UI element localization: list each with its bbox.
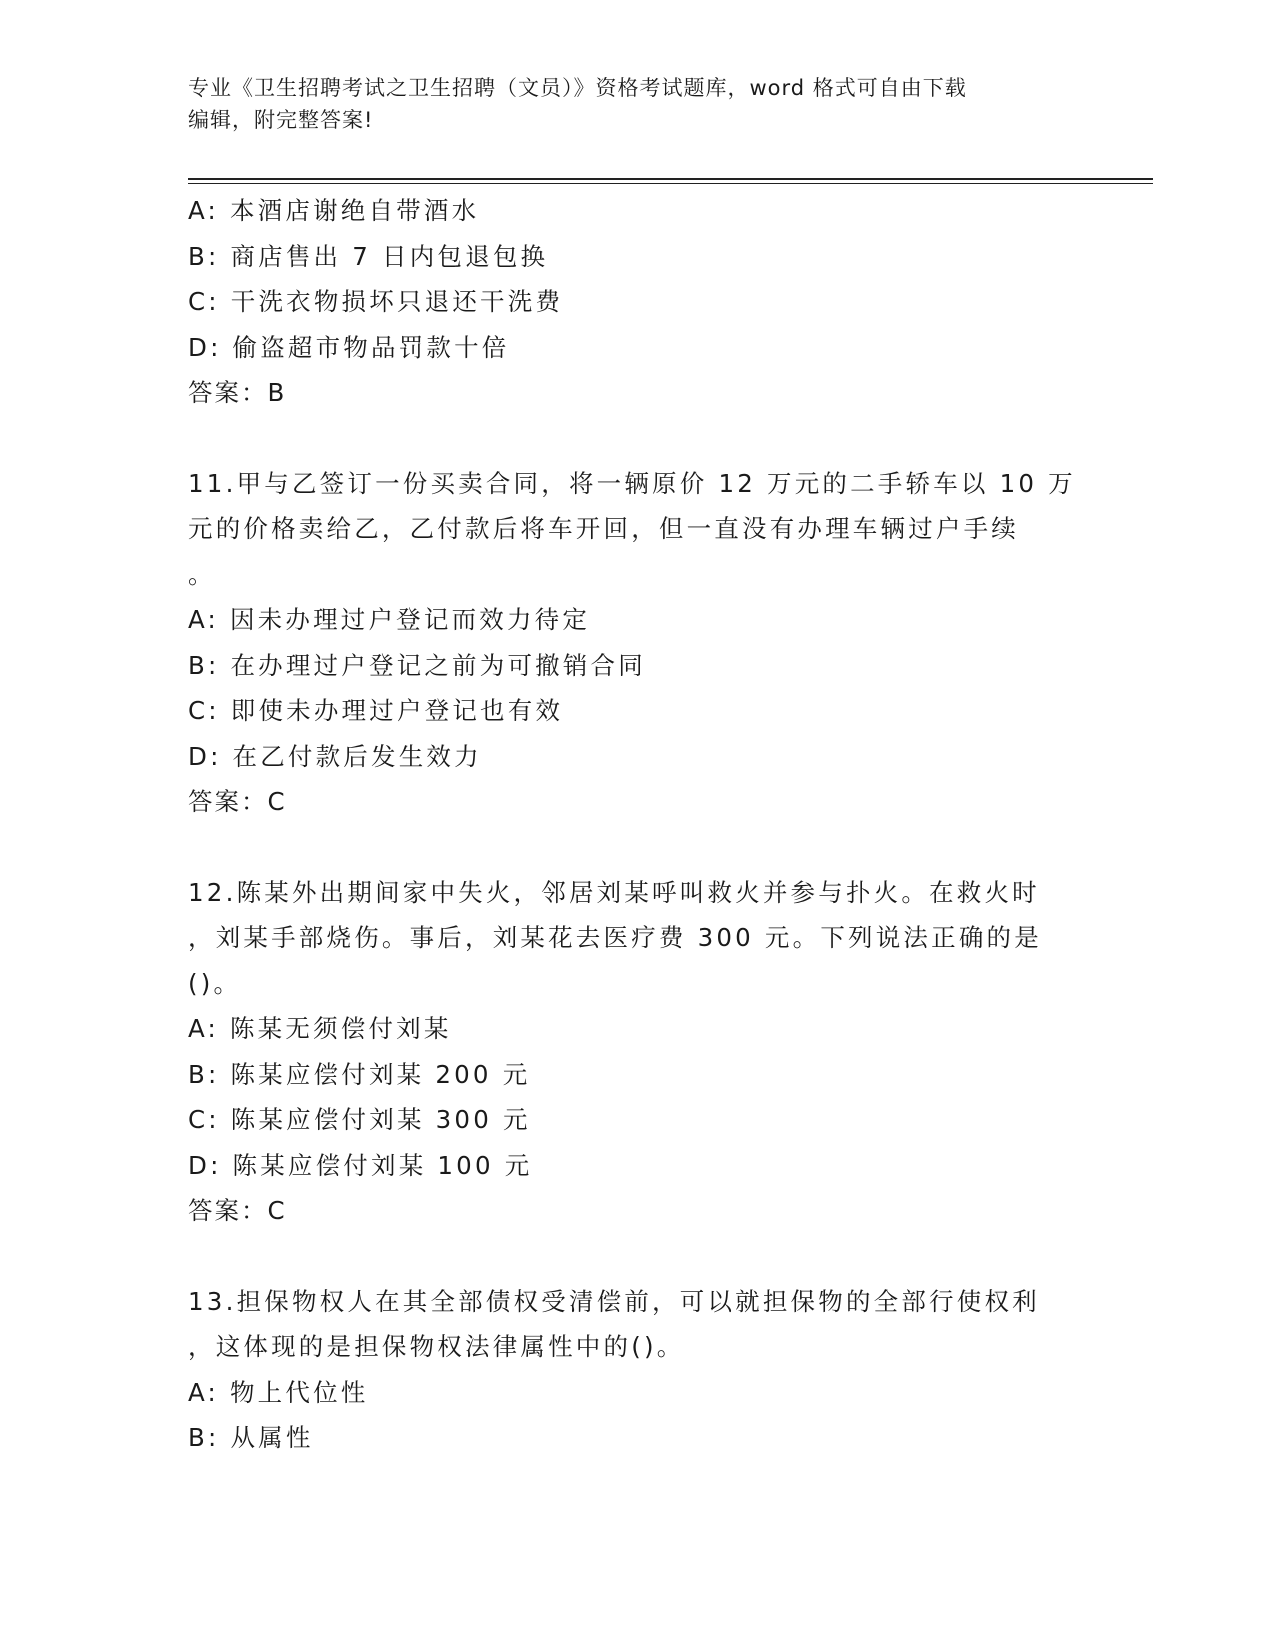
question-list [188, 188, 1088, 1461]
spacer [188, 416, 1088, 461]
option-b: B: 陈某应偿付刘某 200 元 [188, 1059, 531, 1089]
option-c: C: 陈某应偿付刘某 300 元 [188, 1105, 531, 1134]
header-divider-thin [188, 183, 1153, 184]
question-stem-line: 。 [188, 559, 216, 589]
question-stem-line: 12.陈某外出期间家中失火，邻居刘某呼叫救火并参与扑火。在救火时 [188, 877, 1040, 907]
question-stem-line: ，这体现的是担保物权法律属性中的()。 [188, 1332, 685, 1361]
header-line-1: 专业《卫生招聘考试之卫生招聘（文员）》资格考试题库，word 格式可自由下载 [188, 76, 967, 100]
answer-label: 答案：B [188, 378, 287, 407]
question-12 [188, 870, 1088, 1234]
option-a: A: 陈某无须偿付刘某 [188, 1014, 452, 1043]
option-a: A: 因未办理过户登记而效力待定 [188, 605, 591, 634]
option-d: D: 陈某应偿付刘某 100 元 [188, 1150, 533, 1180]
question-13 [188, 1279, 1088, 1461]
question-stem-line: 13.担保物权人在其全部债权受清偿前，可以就担保物的全部行使权利 [188, 1286, 1040, 1316]
question-stem-line: ，刘某手部烧伤。事后，刘某花去医疗费 300 元。下列说法正确的是 [188, 923, 1042, 952]
document-header [188, 72, 1088, 136]
answer-label: 答案：C [188, 1196, 287, 1225]
header-line-2: 编辑，附完整答案! [188, 108, 374, 132]
option-b: B: 商店售出 7 日内包退包换 [188, 241, 549, 271]
option-d: D: 偷盗超市物品罚款十倍 [188, 332, 510, 362]
question-stem-line: 11.甲与乙签订一份买卖合同，将一辆原价 12 万元的二手轿车以 10 万 [188, 468, 1076, 498]
option-b: B: 从属性 [188, 1423, 314, 1452]
option-c: C: 即使未办理过户登记也有效 [188, 696, 564, 725]
answer-label: 答案：C [188, 787, 287, 816]
option-a: A: 物上代位性 [188, 1377, 369, 1407]
question-11 [188, 461, 1088, 825]
question-10 [188, 188, 1088, 416]
option-c: C: 干洗衣物损坏只退还干洗费 [188, 287, 564, 316]
header-divider-thick [188, 178, 1153, 180]
spacer [188, 1234, 1088, 1279]
spacer [188, 825, 1088, 870]
option-d: D: 在乙付款后发生效力 [188, 741, 482, 771]
question-stem-line: ()。 [188, 968, 242, 998]
option-a: A: 本酒店谢绝自带酒水 [188, 196, 480, 225]
question-stem-line: 元的价格卖给乙，乙付款后将车开回，但一直没有办理车辆过户手续 [188, 514, 1019, 543]
option-b: B: 在办理过户登记之前为可撤销合同 [188, 650, 646, 680]
